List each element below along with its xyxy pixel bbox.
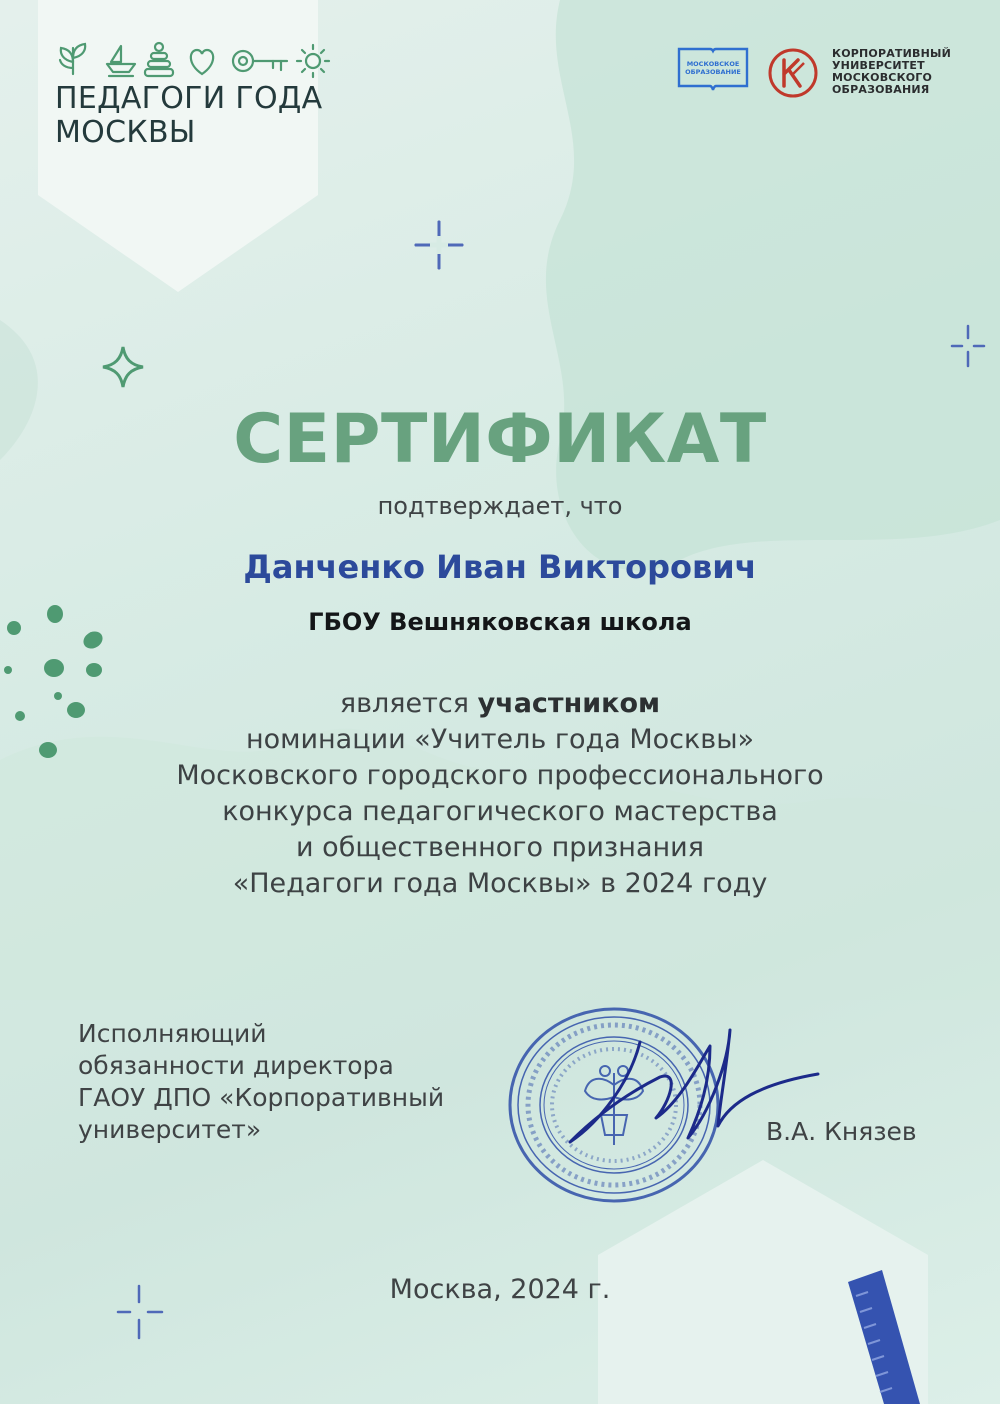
status-prefix: является	[339, 688, 478, 719]
organization-name: ГБОУ Вешняковская школа	[308, 608, 692, 636]
place-date: Москва, 2024 г.	[389, 1274, 611, 1305]
mos-edu-line2: ОБРАЗОВАНИЕ	[685, 68, 741, 76]
body-line-2: Московского городского профессионального	[176, 760, 824, 791]
mos-edu-line1: МОСКОВСКОЕ	[686, 60, 740, 68]
body-line-5: «Педагоги года Москвы» в 2024 году	[232, 868, 768, 899]
diamond-star-icon	[100, 344, 146, 390]
body-line-3: конкурса педагогического мастерства	[222, 796, 778, 827]
signer-position	[78, 1018, 498, 1146]
position-line-2: обязанности директора	[78, 1051, 394, 1080]
corp-univ-line2: УНИВЕРСИТЕТ	[832, 59, 925, 72]
mos-edu-logo	[676, 46, 750, 94]
corp-univ-line3: МОСКОВСКОГО	[832, 71, 933, 84]
brand-icons	[55, 40, 335, 84]
pyramid-toy-icon	[145, 43, 173, 76]
brand-title-line1: ПЕДАГОГИ ГОДА	[55, 81, 323, 116]
nomination-text	[0, 722, 1000, 902]
certificate-title: СЕРТИФИКАТ	[233, 400, 767, 479]
position-line-1: Исполняющий	[78, 1019, 267, 1048]
sun-icon	[297, 45, 329, 77]
status-line	[0, 686, 1000, 722]
brand-title	[55, 82, 322, 150]
corp-univ-text	[832, 48, 951, 96]
brand-title-line2: МОСКВЫ	[55, 115, 196, 150]
position-line-3: ГАОУ ДПО «Корпоративный	[78, 1083, 445, 1112]
sparkle-icon-right	[950, 324, 986, 368]
body-line-4: и общественного признания	[296, 832, 704, 863]
corp-univ-line1: КОРПОРАТИВНЫЙ	[832, 47, 952, 60]
recipient-name: Данченко Иван Викторович	[243, 548, 757, 586]
sparkle-icon	[412, 218, 466, 272]
key-icon	[233, 51, 287, 71]
corp-univ-line4: ОБРАЗОВАНИЯ	[832, 83, 930, 96]
body-line-1: номинации «Учитель года Москвы»	[245, 724, 755, 755]
signer-name: В.А. Князев	[766, 1117, 917, 1146]
boat-icon	[107, 46, 135, 76]
heart-icon	[191, 50, 213, 74]
position-line-4: университет»	[78, 1115, 262, 1144]
confirms-text: подтверждает, что	[377, 492, 623, 520]
corp-univ-emblem-icon	[766, 46, 820, 100]
sprout-icon	[60, 44, 85, 74]
status-bold: участником	[477, 688, 661, 719]
